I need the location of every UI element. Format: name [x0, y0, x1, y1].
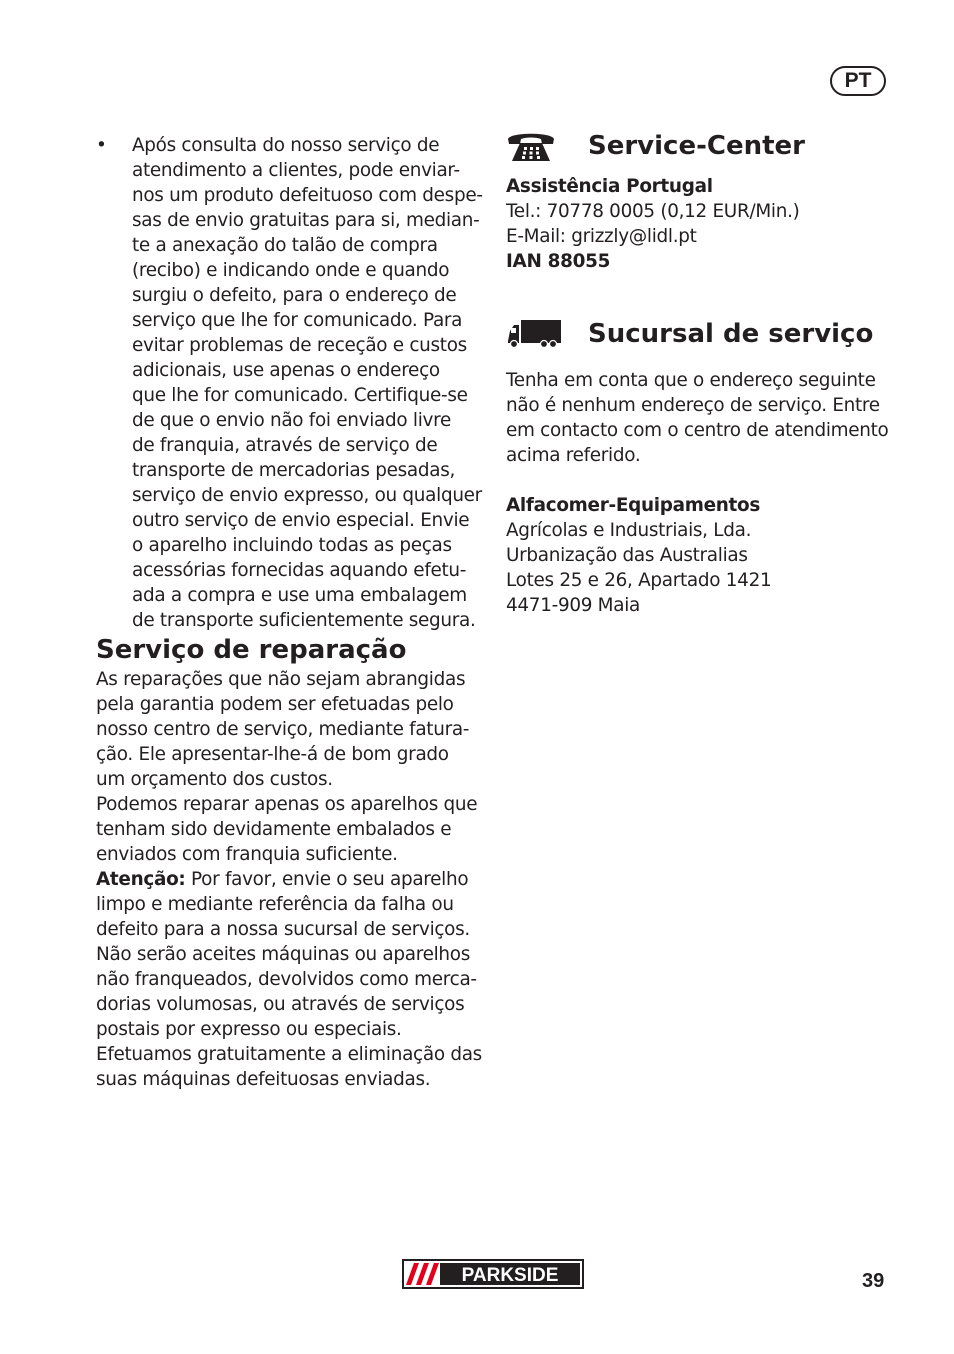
attention-text: Por favor, envie o seu aparelho [185, 869, 469, 890]
text-line: um orçamento dos custos. [96, 769, 333, 790]
service-center-title: Service-Center [588, 130, 805, 161]
parkside-logo [402, 1259, 584, 1289]
text-line: atendimento a clientes, pode enviar- [132, 160, 460, 181]
branch-note [506, 368, 896, 468]
text-line: tenham sido devidamente embalados e [96, 819, 452, 840]
text-line: defeito para a nossa sucursal de serviços. [96, 919, 470, 940]
text-line: (recibo) e indicando onde e quando [132, 260, 450, 281]
text-line: não franqueados, devolvidos como merca- [96, 969, 477, 990]
bullet-mark: • [96, 135, 107, 156]
text-line: sas de envio gratuitas para si, median- [132, 210, 480, 231]
text-line: dorias volumosas, ou através de serviços [96, 994, 465, 1015]
text-line: que lhe for comunicado. Certifique-se [132, 385, 468, 406]
text-line: surgiu o defeito, para o endereço de [132, 285, 457, 306]
attention-line [96, 867, 484, 892]
text-line: outro serviço de envio especial. Envie [132, 510, 470, 531]
logo-wordmark: PARKSIDE [461, 1265, 559, 1286]
text-line: em contacto com o centro de atendimento [506, 420, 889, 441]
text-line: Após consulta do nosso serviço de [132, 135, 440, 156]
bullet-text [132, 133, 484, 633]
text-line: acima referido. [506, 445, 641, 466]
text-line: pela garantia podem ser efetuadas pelo [96, 694, 454, 715]
text-line: de franquia, através de serviço de [132, 435, 438, 456]
text-line: Efetuamos gratuitamente a eliminação das [96, 1044, 482, 1065]
text-line: nos um produto defeituoso com despe- [132, 185, 483, 206]
repair-section-title: Serviço de reparação [96, 635, 407, 665]
right-column [506, 130, 896, 618]
text-line: ção. Ele apresentar-lhe-á de bom grado [96, 744, 449, 765]
text-line: ada a compra e use uma embalagem [132, 585, 467, 606]
repair-body [96, 667, 484, 1092]
service-phone: Tel.: 70778 0005 (0,12 EUR/Min.) [506, 201, 800, 222]
branch-company: Alfacomer-Equipamentos [506, 495, 761, 516]
text-line: não é nenhum endereço de serviço. Entre [506, 395, 880, 416]
branch-address [506, 493, 896, 618]
text-line: Tenha em conta que o endereço seguinte [506, 370, 876, 391]
text-line: Podemos reparar apenas os aparelhos que [96, 794, 478, 815]
text-line: postais por expresso ou especiais. [96, 1019, 402, 1040]
text-line: de que o envio não foi enviado livre [132, 410, 451, 431]
text-line: serviço que lhe for comunicado. Para [132, 310, 463, 331]
address-line: 4471-909 Maia [506, 595, 641, 616]
page-number: 39 [862, 1270, 885, 1292]
text-line: enviados com franquia suficiente. [96, 844, 398, 865]
branch-title: Sucursal de serviço [588, 318, 874, 349]
text-line: acessórias fornecidas aquando efetu- [132, 560, 467, 581]
text-line: de transporte suficientemente segura. [132, 610, 476, 631]
text-line: te a anexação do talão de compra [132, 235, 438, 256]
address-line: Urbanização das Australias [506, 545, 748, 566]
address-line: Lotes 25 e 26, Apartado 1421 [506, 570, 772, 591]
text-line: nosso centro de serviço, mediante fatura- [96, 719, 470, 740]
service-country: Assistência Portugal [506, 176, 713, 197]
branch-header [506, 318, 896, 350]
telephone-icon [506, 130, 562, 162]
address-line: Agrícolas e Industriais, Lda. [506, 520, 752, 541]
text-line: serviço de envio expresso, ou qualquer [132, 485, 482, 506]
language-badge: PT [830, 66, 886, 96]
text-line: evitar problemas de receção e custos [132, 335, 467, 356]
text-line: o aparelho incluindo todas as peças [132, 535, 452, 556]
service-email: E-Mail: grizzly@lidl.pt [506, 226, 697, 247]
text-line: As reparações que não sejam abrangidas [96, 669, 466, 690]
service-center-header [506, 130, 896, 162]
truck-icon [506, 318, 562, 350]
left-column [96, 133, 484, 1092]
text-line: suas máquinas defeituosas enviadas. [96, 1069, 431, 1090]
text-line: limpo e mediante referência da falha ou [96, 894, 454, 915]
service-ian: IAN 88055 [506, 251, 611, 272]
text-line: adicionais, use apenas o endereço [132, 360, 440, 381]
text-line: transporte de mercadorias pesadas, [132, 460, 456, 481]
shipping-bullet [96, 133, 484, 633]
text-line: Não serão aceites máquinas ou aparelhos [96, 944, 471, 965]
attention-label: Atenção: [96, 869, 186, 890]
